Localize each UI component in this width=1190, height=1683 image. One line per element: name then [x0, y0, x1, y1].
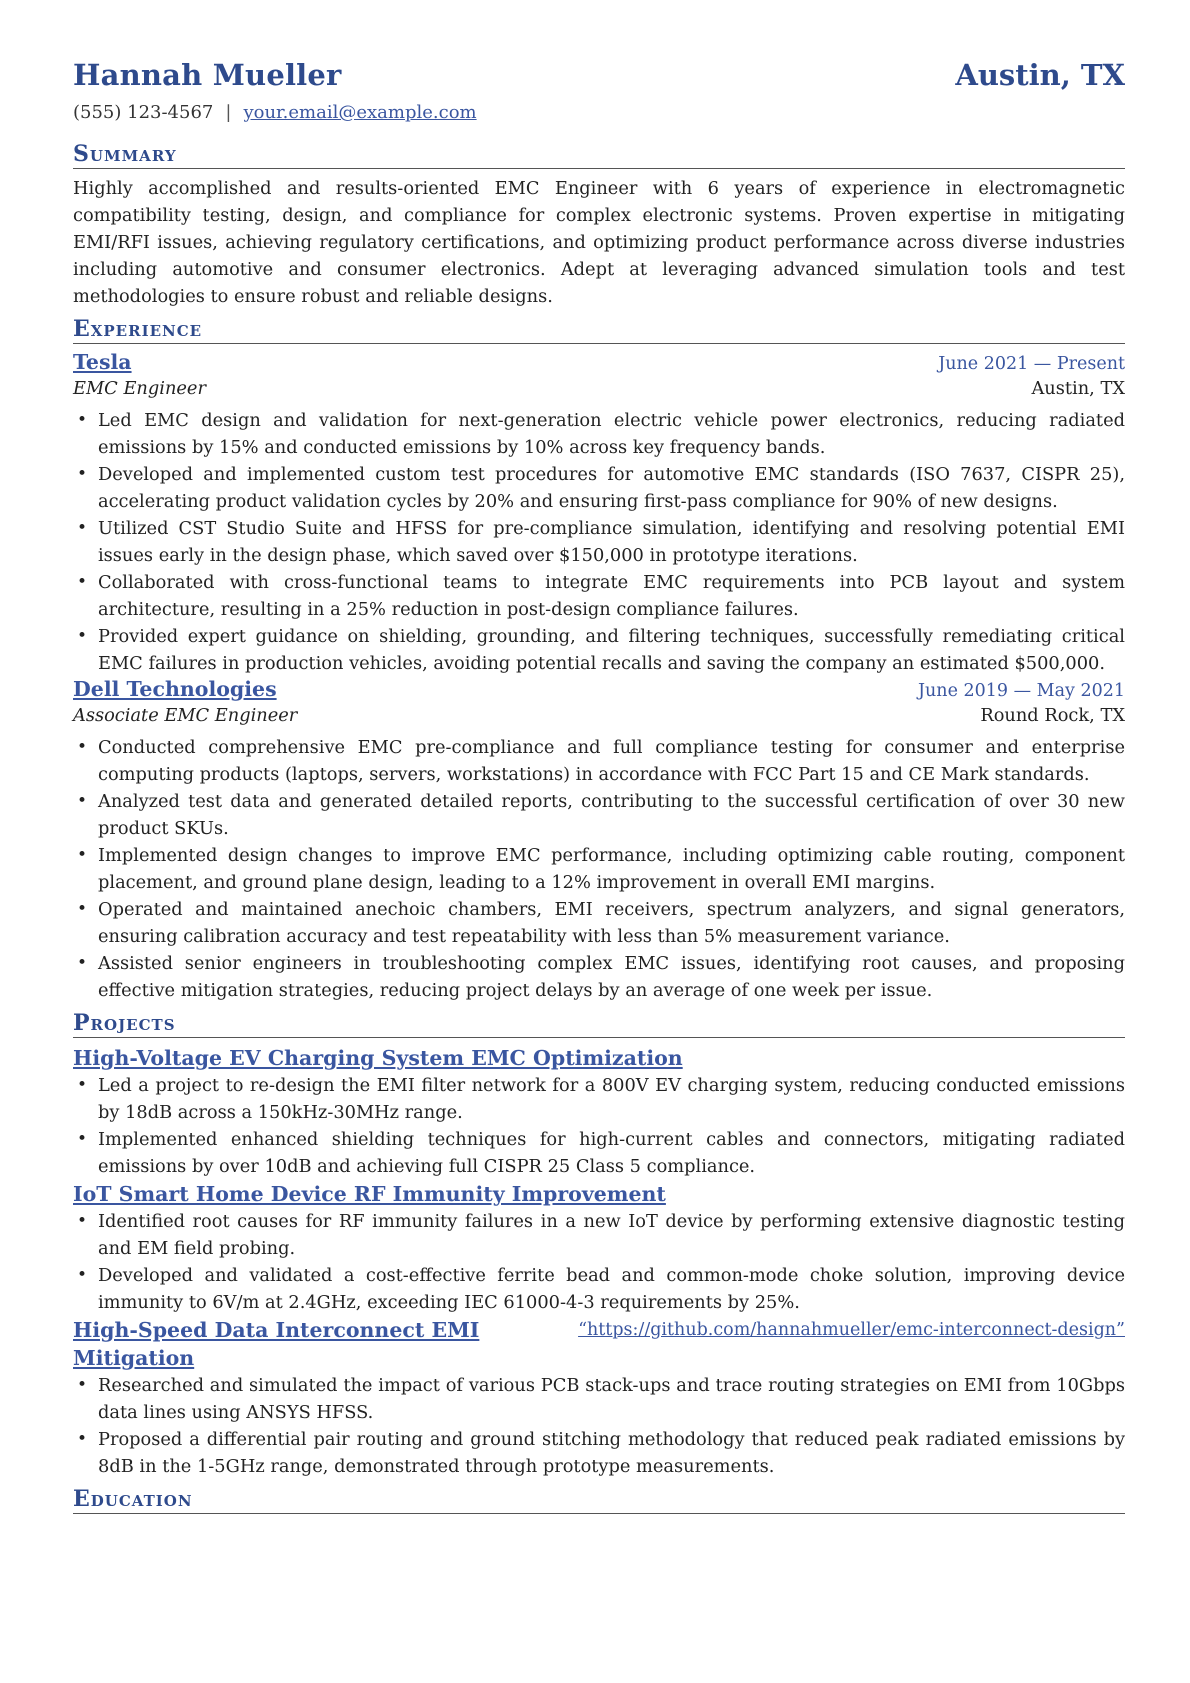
section-title-summary: Summary	[73, 141, 1125, 169]
section-title-projects: Projects	[73, 1010, 1125, 1038]
job-role: Associate EMC Engineer	[73, 705, 298, 726]
bullet-item: • Implemented design changes to improve EMC performance, including optimizing cable routing, component placement, and ground plane design, leading to a 12% improvement in overall EMI margins.	[73, 842, 1125, 896]
project-entry	[73, 1180, 1125, 1316]
experience-section	[73, 316, 1125, 1004]
summary-section	[73, 141, 1125, 310]
bullet-item: • Proposed a differential pair routing and ground stitching methodology that reduced peak radiated emissions by 8dB in the 1-5GHz range, demonstrated through prototype measurements.	[73, 1426, 1125, 1480]
bullet-item: • Collaborated with cross-functional teams to integrate EMC requirements into PCB layout and system architecture, resulting in a 25% reduction in post-design compliance failures.	[73, 569, 1125, 623]
candidate-name: Hannah Mueller	[73, 58, 342, 92]
project-entry	[73, 1316, 1125, 1480]
bullet-item: • Identified root causes for RF immunity failures in a new IoT device by performing extensive diagnostic testing and EM field probing.	[73, 1208, 1125, 1262]
section-title-experience: Experience	[73, 316, 1125, 344]
contact-separator: |	[225, 102, 232, 123]
bullet-item: • Led a project to re-design the EMI filter network for a 800V EV charging system, reducing conducted emissions by 18dB across a 150kHz-30MHz range.	[73, 1072, 1125, 1126]
project-header	[73, 1044, 1125, 1072]
job-role: EMC Engineer	[73, 378, 206, 399]
bullet-item: • Developed and validated a cost-effective ferrite bead and common-mode choke solution, improving device immunity to 6V/m at 2.4GHz, exceeding IEC 61000-4-3 requirements by 25%.	[73, 1262, 1125, 1316]
phone-number: (555) 123-4567	[73, 102, 214, 123]
project-bullets	[73, 1208, 1125, 1316]
bullet-item: • Led EMC design and validation for next-generation electric vehicle power electronics, reducing radiated emissions by 15% and conducted emissions by 10% across key frequency bands.	[73, 407, 1125, 461]
resume-header	[73, 58, 1125, 92]
bullet-item: • Provided expert guidance on shielding, grounding, and filtering techniques, successfully remediating critical EMC failures in production vehicles, avoiding potential recalls and saving the company an estimated $500,000.	[73, 623, 1125, 677]
project-title-link[interactable]: IoT Smart Home Device RF Immunity Improvement	[73, 1182, 666, 1206]
section-title-education: Education	[73, 1486, 1125, 1514]
job-subheader	[73, 705, 1125, 726]
job-bullets	[73, 734, 1125, 1004]
bullet-item: • Implemented enhanced shielding techniques for high-current cables and connectors, mitigating radiated emissions by over 10dB and achieving full CISPR 25 Class 5 compliance.	[73, 1126, 1125, 1180]
project-header	[73, 1180, 1125, 1208]
job-subheader	[73, 378, 1125, 399]
project-entry	[73, 1044, 1125, 1180]
job-dates: June 2019 — May 2021	[918, 681, 1125, 701]
job-header	[73, 677, 1125, 701]
bullet-item: • Researched and simulated the impact of various PCB stack-ups and trace routing strategies on EMI from 10Gbps data lines using ANSYS HFSS.	[73, 1372, 1125, 1426]
bullet-item: • Conducted comprehensive EMC pre-compliance and full compliance testing for consumer and enterprise computing products (laptops, servers, workstations) in accordance with FCC Part 15 and CE Mark standards.	[73, 734, 1125, 788]
education-section	[73, 1486, 1125, 1514]
company-link[interactable]: Dell Technologies	[73, 677, 277, 701]
job-entry	[73, 350, 1125, 677]
job-bullets	[73, 407, 1125, 677]
summary-text: Highly accomplished and results-oriented EMC Engineer with 6 years of experience in electromagnetic compatibility testing, design, and compliance for complex electronic systems. Proven expertise in mitigating EMI/RFI issues, achieving regulatory certifications, and optimizing product performance across diverse industries including automotive and consumer electronics. Adept at leveraging advanced simulation tools and test methodologies to ensure robust and reliable designs.	[73, 178, 1125, 307]
bullet-item: • Utilized CST Studio Suite and HFSS for pre-compliance simulation, identifying and resolving potential EMI issues early in the design phase, which saved over $150,000 in prototype iterations.	[73, 515, 1125, 569]
job-location: Round Rock, TX	[980, 705, 1125, 726]
project-bullets	[73, 1072, 1125, 1180]
contact-line	[73, 102, 1125, 123]
company-link[interactable]: Tesla	[73, 350, 132, 374]
project-repo-link[interactable]: “https://github.com/hannahmueller/emc-interconnect-design”	[578, 1320, 1125, 1340]
candidate-location: Austin, TX	[955, 58, 1125, 92]
bullet-item: • Analyzed test data and generated detailed reports, contributing to the successful certification of over 30 new product SKUs.	[73, 788, 1125, 842]
job-dates: June 2021 — Present	[938, 354, 1125, 374]
project-title-link[interactable]: High-Voltage EV Charging System EMC Optimization	[73, 1046, 683, 1070]
bullet-item: • Developed and implemented custom test procedures for automotive EMC standards (ISO 7637, CISPR 25), accelerating product validation cycles by 20% and ensuring first-pass compliance for 90% of new designs.	[73, 461, 1125, 515]
job-header	[73, 350, 1125, 374]
project-header	[73, 1316, 1125, 1372]
project-bullets	[73, 1372, 1125, 1480]
bullet-item: • Operated and maintained anechoic chambers, EMI receivers, spectrum analyzers, and signal generators, ensuring calibration accuracy and test repeatability with less than 5% measurement variance.	[73, 896, 1125, 950]
job-entry	[73, 677, 1125, 1004]
email-link[interactable]: your.email@example.com	[243, 102, 477, 123]
project-title-link[interactable]: High-Speed Data Interconnect EMI Mitigation	[73, 1318, 480, 1370]
job-location: Austin, TX	[1031, 378, 1125, 399]
resume-page	[73, 58, 1125, 1514]
projects-section	[73, 1010, 1125, 1480]
bullet-item: • Assisted senior engineers in troubleshooting complex EMC issues, identifying root causes, and proposing effective mitigation strategies, reducing project delays by an average of one week per issue.	[73, 950, 1125, 1004]
